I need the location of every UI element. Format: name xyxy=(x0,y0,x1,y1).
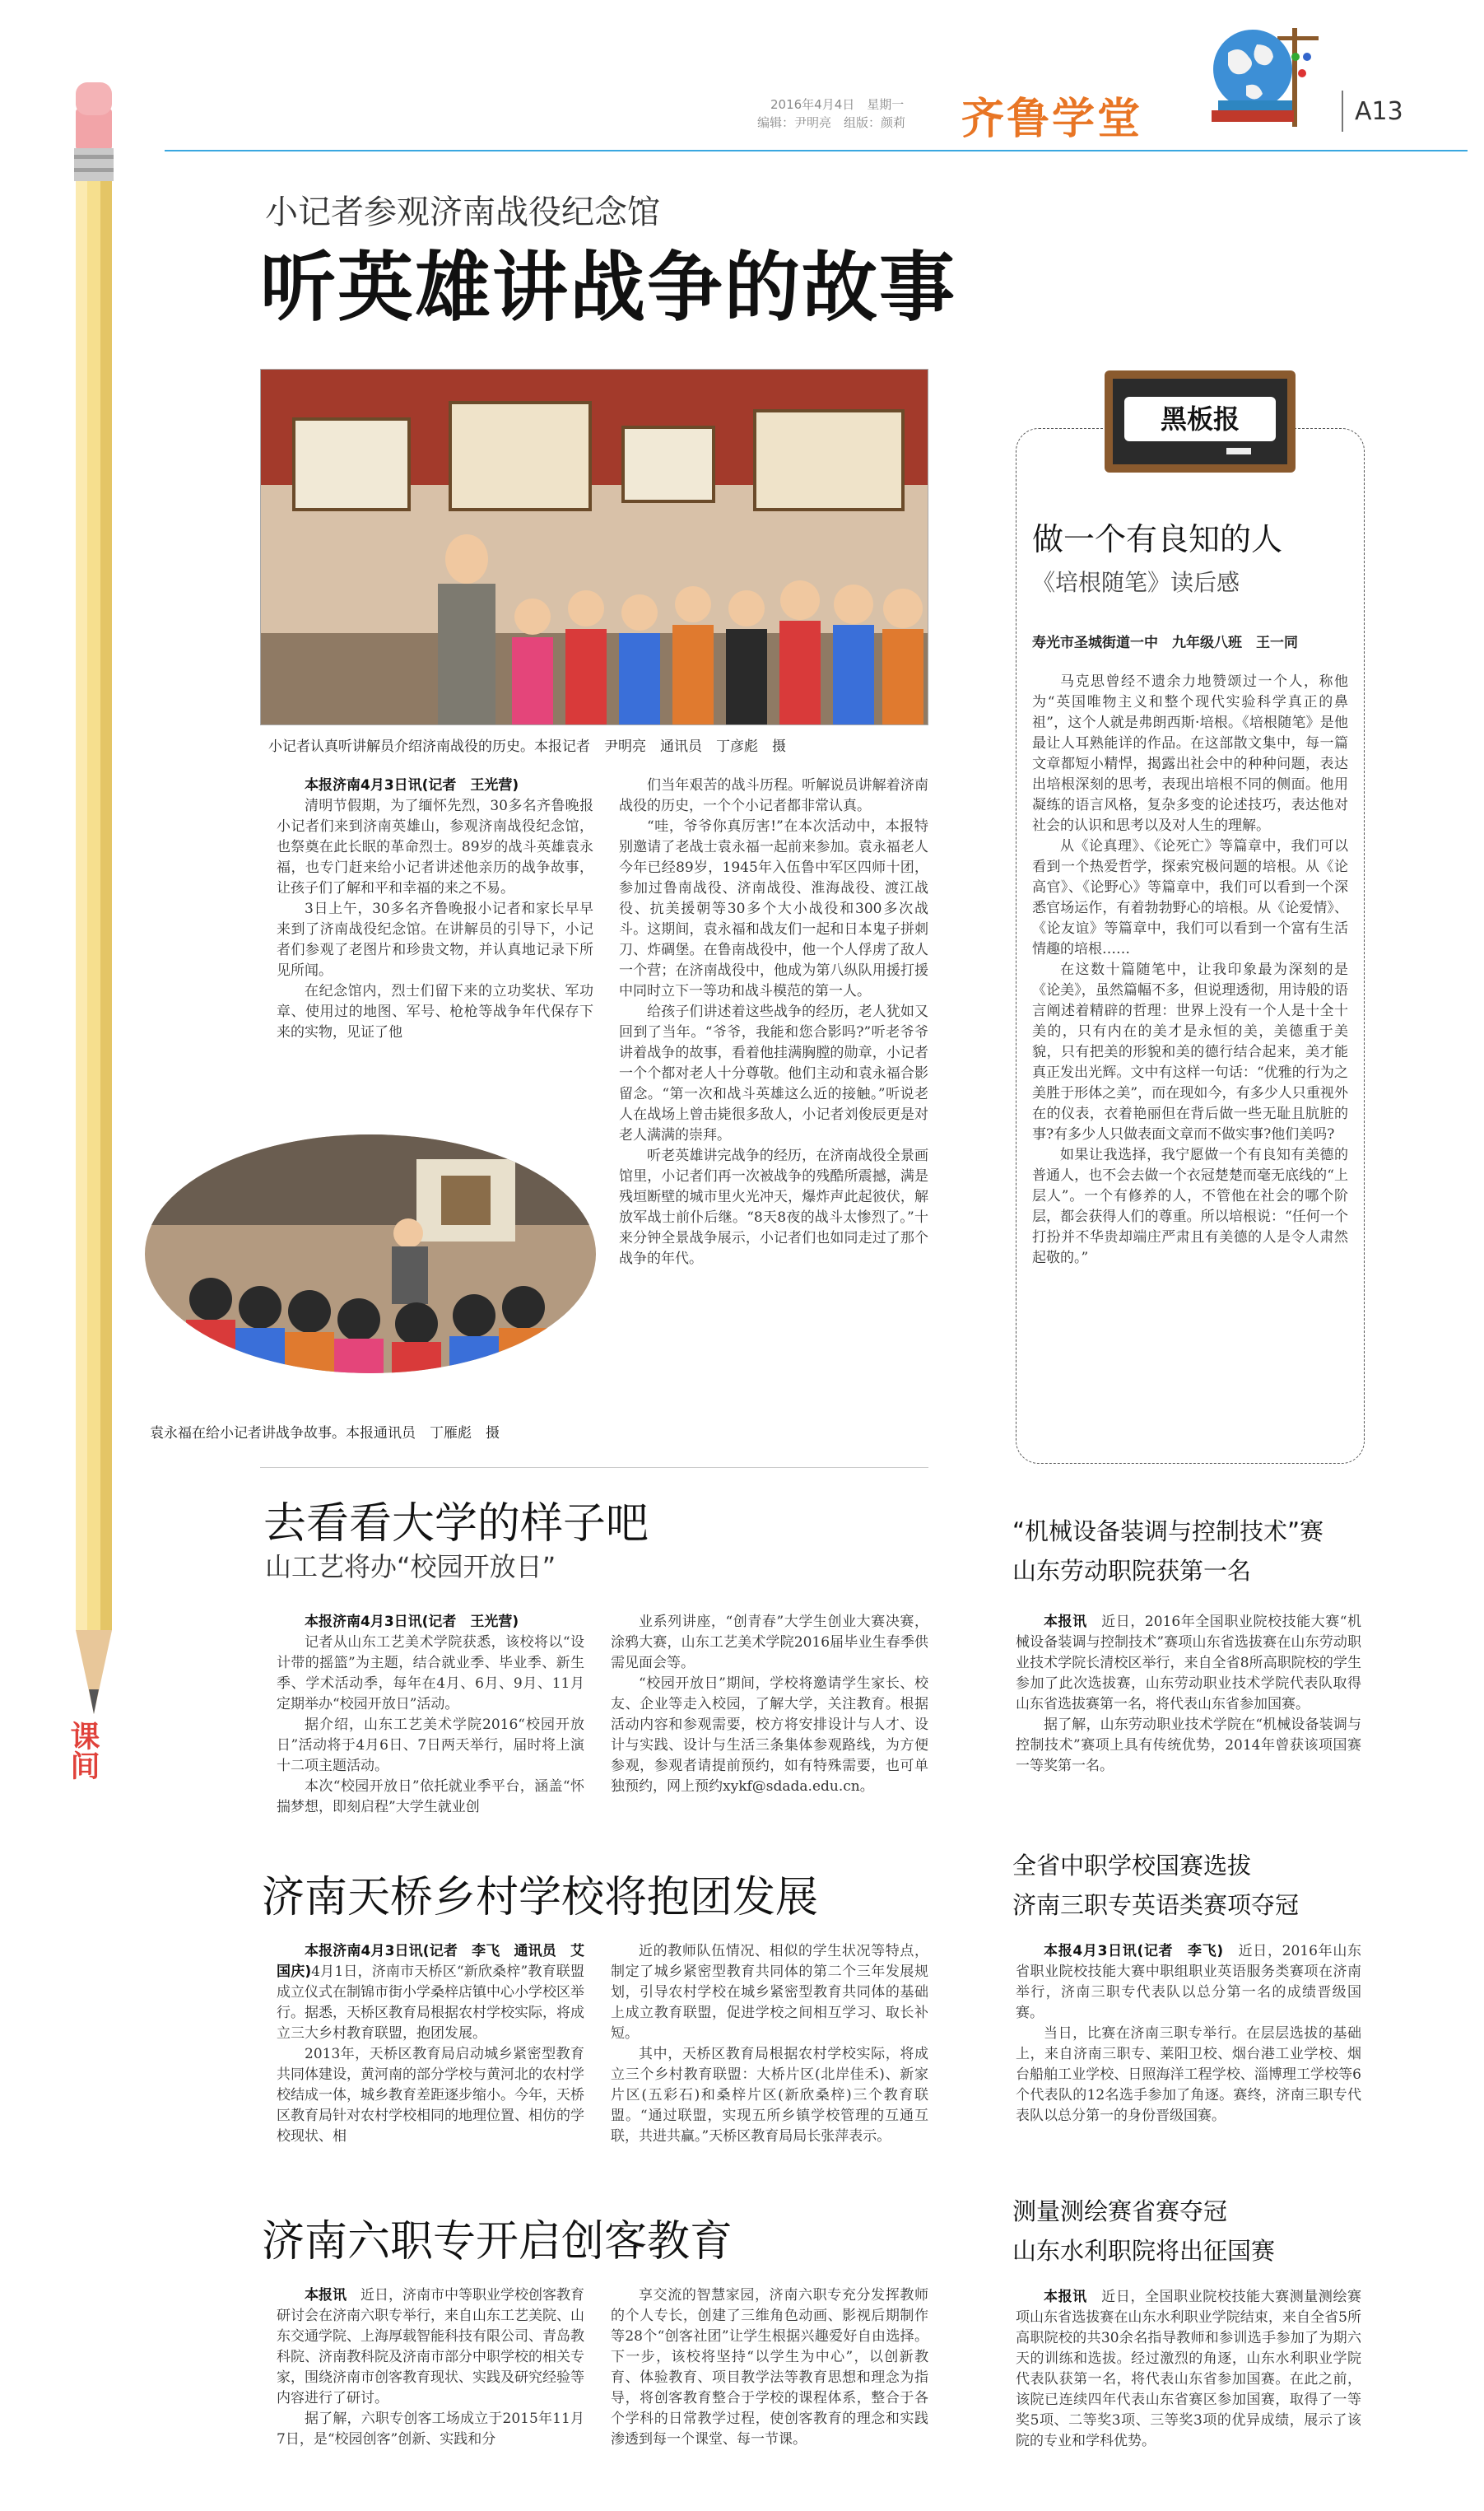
tianqiao-paragraph: 近的教师队伍情况、相似的学生状况等特点，制定了城乡紧密型教育共同体的第二个三年发展规划，引导农村学校在城乡紧密型教育共同体的基础上成立教育联盟，促进学校之间相互学习、取长补短。 xyxy=(611,1943,928,2042)
news2-paragraph: 近日，2016年山东省职业院校技能大赛中职组职业英语服务类赛项在济南举行，济南三职专代表队以总分第一名的成绩晋级国赛。 xyxy=(1016,1943,1362,2021)
news1-byline: 本报讯 xyxy=(1044,1614,1087,1630)
tianqiao-col1 xyxy=(277,1941,584,2147)
header-divider-vertical xyxy=(1342,91,1343,132)
blackboard-badge-text: 黑板报 xyxy=(1124,397,1276,441)
news1-title-line2: 山东劳动职院获第一名 xyxy=(1012,1557,1252,1585)
tianqiao-paragraph: 其中，天桥区教育局根据农村学校实际，将成立三个乡村教育联盟：大桥片区(北岸佳禾)、新家片区(五彩石)和桑梓片区(新欣桑梓)三个教育联盟。“通过联盟，实现五所乡镇学校管理的互通互联，共进共赢。”天桥区教育局局长张萍表示。 xyxy=(611,2046,928,2145)
lead-photo-veteran xyxy=(145,1134,596,1373)
lead-photo-caption: 小记者认真听讲解员介绍济南战役的历史。本报记者 尹明亮 通讯员 丁彦彪 摄 xyxy=(268,738,786,755)
blackboard-subtitle: 《培根随笔》读后感 xyxy=(1032,569,1240,596)
blackboard-badge xyxy=(1103,369,1297,474)
liuzhi-col2 xyxy=(611,2285,928,2450)
header-date: 2016年4月4日 星期一 xyxy=(770,97,905,112)
news3-paragraph: 近日，全国职业院校技能大赛测量测绘赛项山东省选拔赛在山东水利职业学院结束，来自全省5所高职院校的共30余名指导教师和参训选手参加了为期六天的训练和选拔。经过激烈的角逐，山东水利职业学院代表队获第一名，将代表山东省参加国赛。在此之前，该院已连续四年代表山东省赛区参加国赛，取得了一等奖5项、二等奖3项、三等奖3项的优异成绩，展示了该院的专业和学科优势。 xyxy=(1016,2289,1362,2449)
liuzhi-paragraph: 据了解，六职专创客工场成立于2015年11月7日，是“校园创客”创新、实践和分 xyxy=(277,2411,584,2448)
liuzhi-byline: 本报讯 xyxy=(305,2287,347,2304)
tianqiao-col2 xyxy=(611,1941,928,2147)
university-headline: 去看看大学的样子吧 xyxy=(263,1499,649,1549)
side-column-label: 课间 xyxy=(66,1721,100,1780)
blackboard-paragraph: 马克思曾经不遗余力地赞颂过一个人，称他为“英国唯物主义和整个现代实验科学真正的鼻祖”，这个人就是弗朗西斯·培根。《培根随笔》是他最让人耳熟能详的作品。在这部散文集中，每一篇文章都短小精悍，揭露出社会中的种种问题，表达出培根深刻的思考，表现出培根不同的侧面。他用凝练的语言风格，复杂多变的论述技巧，表达他对社会的认识和思考以及对人生的理解。 xyxy=(1032,673,1348,834)
liuzhi-headline: 济南六职专开启创客教育 xyxy=(262,2217,733,2266)
tianqiao-paragraph: 2013年，天桥区教育局启动城乡紧密型教育共同体建设，黄河南的部分学校与黄河北的农村学校结成一体，城乡教育差距逐步缩小。今年，天桥区教育局针对农村学校相同的地理位置、相仿的学校现状、相 xyxy=(277,2046,584,2145)
news1-body xyxy=(1016,1612,1361,1777)
blackboard-paragraph: 在这数十篇随笔中，让我印象最为深刻的是《论美》，虽然篇幅不多，但说理透彻，用诗般的语言阐述着精辟的哲理：世界上没有一个人是十全十美的，只有内在的美才是永恒的美，美德重于美貌，只有把美的形貌和美的德行结合起来，美才能真正发出光辉。文中有这样一句话：“优雅的行为之美胜于形体之美”，而在现如今，有多少人只重视外在的仪表，衣着艳丽但在背后做一些无耻且肮脏的事?有多少人只做表面文章而不做实事?他们美吗? xyxy=(1032,962,1348,1143)
lead-kicker: 小记者参观济南战役纪念馆 xyxy=(265,193,660,231)
lead-paragraph: 给孩子们讲述着这些战争的经历，老人犹如又回到了当年。“爷爷，我能和您合影吗?”听老爷爷讲着战争的故事，看着他挂满胸膛的勋章，小记者一个个都对老人十分尊敬。他们主动和袁永福合影留念。“第一次和战斗英雄这么近的接触。”听说老人在战场上曾击毙很多敌人，小记者刘俊辰更是对老人满满的崇拜。 xyxy=(619,1004,928,1144)
header-rule xyxy=(165,150,1468,151)
liuzhi-lead: 近日，济南市中等职业学校创客教育研讨会在济南六职专举行，来自山东工艺美院、山东交通学院、上海厚载智能科技有限公司、青岛教科院、济南教科院及济南市部分中职学校的相关专家，围绕济南市创客教育现状、实践及研究经验等内容进行了研讨。 xyxy=(277,2287,584,2406)
blackboard-paragraph: 从《论真理》、《论死亡》等篇章中，我们可以看到一个热爱哲学，探索究极问题的培根。从《论高官》、《论野心》等篇章中，我们可以看到一个深悉官场运作，有着勃勃野心的培根。从《论爱情》、《论友谊》等篇章中，我们可以看到一个富有生活情趣的培根…… xyxy=(1032,838,1348,957)
blackboard-title: 做一个有良知的人 xyxy=(1032,521,1283,557)
university-subheadline: 山工艺将办“校园开放日” xyxy=(265,1551,556,1582)
veteran-photo-caption: 袁永福在给小记者讲战争故事。本报通讯员 丁雁彪 摄 xyxy=(150,1425,500,1442)
page-number: A13 xyxy=(1355,97,1403,126)
lead-paragraph: “哇，爷爷你真厉害!”在本次活动中，本报特别邀请了老战士袁永福一起前来参加。袁永福老人今年已经89岁，1945年入伍鲁中军区四师十团，参加过鲁南战役、济南战役、淮海战役、渡江战役、抗美援朝等30多个大小战役和300多次战斗。这期间，袁永福和战友们一起和日本鬼子拼刺刀、炸碉堡。在鲁南战役中，他一个人俘虏了敌人一个营；在济南战役中，他成为第八纵队用援打援中同时立下一等功和战斗模范的第一人。 xyxy=(619,818,928,999)
news3-title-line1: 测量测绘赛省赛夺冠 xyxy=(1012,2197,1228,2225)
tianqiao-lead: 4月1日，济南市天桥区“新欣桑梓”教育联盟成立仪式在制锦市街小学桑梓店镇中心小学校区举行。据悉，天桥区教育局根据农村学校实际，将成立三大乡村教育联盟，抱团发展。 xyxy=(277,1964,584,2042)
news2-title-line2: 济南三职专英语类赛项夺冠 xyxy=(1012,1891,1300,1919)
lead-paragraph: 听老英雄讲完战争的经历，在济南战役全景画馆里，小记者们再一次被战争的残酷所震撼，满是残垣断壁的城市里火光冲天，爆炸声此起彼伏，解放军战士前仆后继。“8天8夜的战斗太惨烈了。”十来分钟全景战争展示，小记者们也如同走过了那个战争的年代。 xyxy=(619,1148,928,1267)
lead-paragraph: 在纪念馆内，烈士们留下来的立功奖状、军功章、使用过的地图、军号、枪枪等战争年代保存下来的实物，见证了他 xyxy=(277,983,593,1041)
lead-photo-museum xyxy=(260,369,928,725)
lead-article-col2 xyxy=(619,776,928,1269)
news2-byline: 本报4月3日讯(记者 李飞) xyxy=(1044,1943,1224,1959)
lead-paragraph: 3日上午，30多名齐鲁晚报小记者和家长早早来到了济南战役纪念馆。在讲解员的引导下，小记者们参观了老图片和珍贵文物，并认真地记录下所见所闻。 xyxy=(277,901,593,979)
lead-byline: 本报济南4月3日讯(记者 王光营) xyxy=(305,777,519,794)
university-col1 xyxy=(277,1612,584,1818)
section-title: 齐鲁学堂 xyxy=(961,95,1143,144)
header-editors: 编辑：尹明亮 组版：颜莉 xyxy=(757,115,906,130)
university-paragraph: “校园开放日”期间，学校将邀请学生家长、校友、企业等走入校园，了解大学，关注教育。根据活动内容和参观需要，校方将安排设计与人才、设计与实践、设计与生活三条集体参观路线，为方便参观，参观者请提前预约，如有特殊需要，也可单独预约，网上预约xykf@sdada.edu.cn。 xyxy=(611,1675,928,1795)
news1-paragraph: 据了解，山东劳动职业技术学院在“机械设备装调与控制技术”赛项上具有传统优势，2014年曾获该项国赛一等奖第一名。 xyxy=(1016,1717,1361,1774)
tianqiao-headline: 济南天桥乡村学校将抱团发展 xyxy=(262,1873,819,1922)
blackboard-author: 寿光市圣城街道一中 九年级八班 王一同 xyxy=(1032,635,1298,651)
liuzhi-paragraph: 享交流的智慧家园，济南六职专充分发挥教师的个人专长，创建了三维角色动画、影视后期制作等28个“创客社团”让学生根据兴趣爱好自由选择。下一步，该校将坚持“以学生为中心”，以创新教育、体验教育、项目教学法等教育思想和理念为指导，将创客教育整合于学校的课程体系，整合于各个学科的日常教学过程，使创客教育的理念和实践渗透到每一个课堂、每一节课。 xyxy=(611,2287,928,2448)
news3-body xyxy=(1016,2287,1361,2452)
lead-headline: 听英雄讲战争的故事 xyxy=(260,244,957,332)
university-byline: 本报济南4月3日讯(记者 王光营) xyxy=(305,1614,519,1630)
news3-byline: 本报讯 xyxy=(1044,2289,1087,2305)
university-paragraph: 记者从山东工艺美术学院获悉，该校将以“设计带的摇篮”为主题，结合就业季、毕业季、新生季、学术活动季，每年在4月、6月、9月、11月定期举办“校园开放日”活动。 xyxy=(277,1634,584,1712)
university-paragraph: 本次“校园开放日”依托就业季平台，涵盖“怀揣梦想，即刻启程”大学生就业创 xyxy=(277,1778,584,1815)
news3-title-line2: 山东水利职院将出征国赛 xyxy=(1012,2237,1276,2265)
blackboard-paragraph: 如果让我选择，我宁愿做一个有良知有美德的普通人，也不会去做一个衣冠楚楚而毫无底线的“上层人”。一个有修养的人，不管他在社会的哪个阶层，都会获得人们的尊重。所以培根说：“任何一个打扮并不华贵却端庄严肃且有美德的人是令人肃然起敬的。” xyxy=(1032,1147,1348,1266)
news1-paragraph: 近日，2016年全国职业院校技能大赛“机械设备装调与控制技术”赛项山东省选拔赛在山东劳动职业技术学院长清校区举行，来自全省8所高职院校的学生参加了此次选拔赛，山东劳动职业技术学院代表队取得山东省选拔赛第一名，将代表山东省参加国赛。 xyxy=(1016,1614,1361,1712)
news2-body xyxy=(1016,1941,1361,2127)
news1-title-line1: “机械设备装调与控制技术”赛 xyxy=(1012,1517,1324,1545)
section-rule-1 xyxy=(260,1467,928,1468)
tianqiao-byline: 本报济南4月3日讯(记者 李飞 通讯员 艾国庆) xyxy=(277,1943,584,1980)
blackboard-body xyxy=(1032,672,1348,1269)
pencil-decoration xyxy=(69,76,119,1739)
liuzhi-col1 xyxy=(277,2285,584,2450)
lead-article-col1 xyxy=(277,776,593,1043)
news2-paragraph: 当日，比赛在济南三职专举行。在层层选拔的基础上，来自济南三职专、莱阳卫校、烟台港工业学校、烟台船舶工业学校、日照海洋工程学校、淄博理工学校等6个代表队的12名选手参加了角逐。赛终，济南三职专代表队以总分第一的身份晋级国赛。 xyxy=(1016,2025,1361,2124)
university-col2 xyxy=(611,1612,928,1797)
news2-title-line1: 全省中职学校国赛选拔 xyxy=(1012,1852,1252,1880)
globe-icon xyxy=(1195,12,1319,139)
university-paragraph: 业系列讲座，“创青春”大学生创业大赛决赛，涂鸦大赛，山东工艺美术学院2016届毕业生春季供需见面会等。 xyxy=(611,1614,928,1671)
lead-paragraph: 清明节假期，为了缅怀先烈，30多名齐鲁晚报小记者们来到济南英雄山，参观济南战役纪念馆，也祭奠在此长眠的革命烈士。89岁的战斗英雄袁永福，也专门赶来给小记者讲述他亲历的战争故事，让孩子们了解和平和幸福的来之不易。 xyxy=(277,798,593,897)
university-paragraph: 据介绍，山东工艺美术学院2016“校园开放日”活动将于4月6日、7日两天举行，届时将上演十二项主题活动。 xyxy=(277,1717,584,1774)
lead-paragraph: 们当年艰苦的战斗历程。听解说员讲解着济南战役的历史，一个个小记者都非常认真。 xyxy=(619,777,928,814)
